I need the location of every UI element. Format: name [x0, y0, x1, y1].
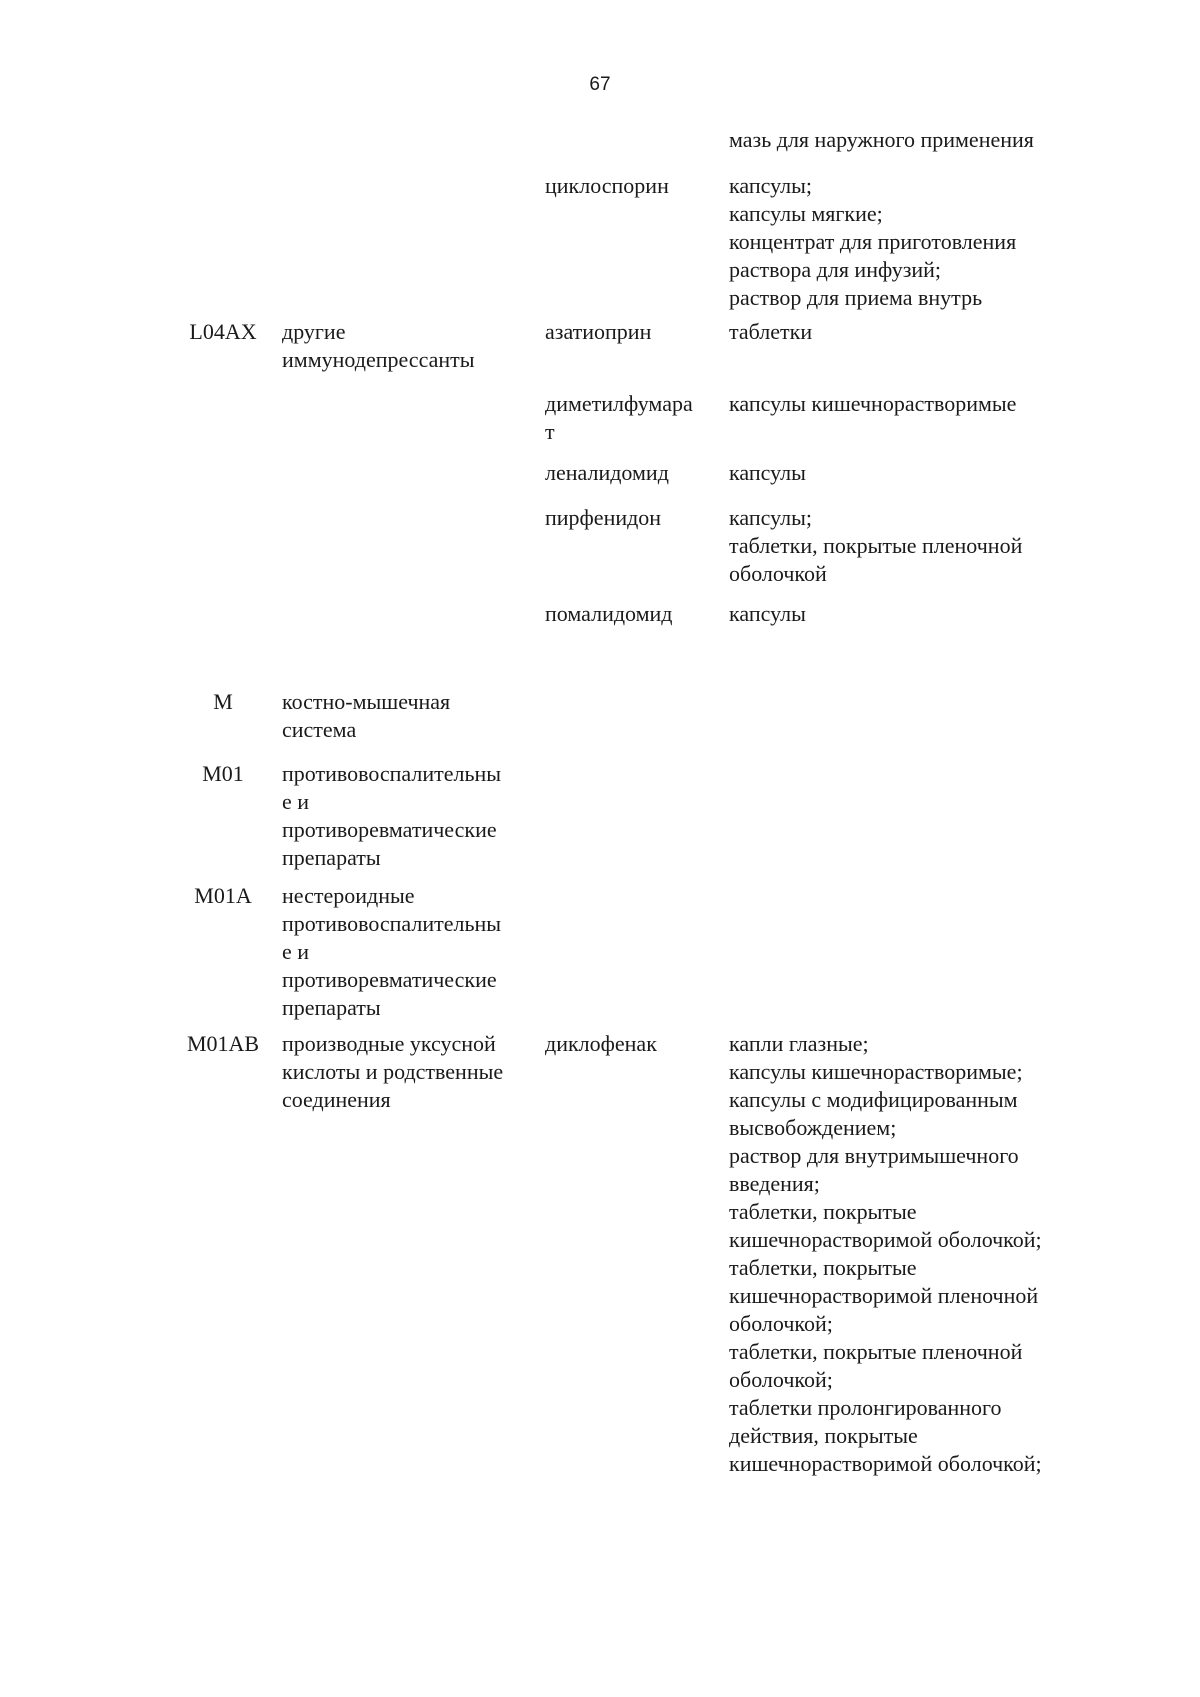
group-name-line: противовоспалительны [282, 761, 502, 786]
drug-name [545, 390, 725, 446]
group-name-line: противоревматические [282, 817, 497, 842]
atc-code: L04AX [189, 319, 257, 344]
group-name-line: противовоспалительны [282, 911, 502, 936]
dosage-forms-line: оболочкой; [729, 1311, 833, 1336]
dosage-forms-line: оболочкой; [729, 1367, 833, 1392]
group-name-line: противоревматические [282, 967, 497, 992]
group-name-line: соединения [282, 1087, 391, 1112]
drug-name-line: циклоспорин [545, 173, 669, 198]
dosage-forms [729, 459, 1089, 487]
dosage-forms-line: капсулы; [729, 505, 812, 530]
drug-name [545, 172, 725, 200]
group-name-line: иммунодепрессанты [282, 347, 475, 372]
group-name-line: нестероидные [282, 883, 415, 908]
group-name-line: е и [282, 789, 310, 814]
group-name [282, 1030, 542, 1114]
dosage-forms-line: капсулы с модифицированным [729, 1087, 1018, 1112]
dosage-forms-line: капсулы; [729, 173, 812, 198]
dosage-forms-line: капсулы кишечнорастворимые [729, 391, 1017, 416]
drug-name [545, 459, 725, 487]
dosage-forms-line: капсулы [729, 601, 806, 626]
drug-name [545, 504, 725, 532]
dosage-forms-line: капли глазные; [729, 1031, 869, 1056]
atc-code: M01A [194, 883, 252, 908]
dosage-forms-line: таблетки, покрытые [729, 1199, 917, 1224]
drug-name-line: азатиоприн [545, 319, 652, 344]
dosage-forms [729, 504, 1089, 588]
dosage-forms [729, 1030, 1089, 1478]
group-name [282, 688, 542, 744]
drug-name-line: диметилфумара [545, 391, 693, 416]
drug-name [545, 600, 725, 628]
dosage-forms-line: капсулы мягкие; [729, 201, 883, 226]
dosage-forms-line: капсулы [729, 460, 806, 485]
dosage-forms-line: кишечнорастворимой оболочкой; [729, 1451, 1042, 1476]
dosage-forms [729, 390, 1089, 418]
dosage-forms-line: введения; [729, 1171, 820, 1196]
drug-name [545, 1030, 725, 1058]
dosage-forms-line: таблетки [729, 319, 813, 344]
dosage-forms [729, 600, 1089, 628]
dosage-forms-line: оболочкой [729, 561, 827, 586]
atc-code: M [213, 689, 233, 714]
dosage-forms-line: кишечнорастворимой оболочкой; [729, 1227, 1042, 1252]
group-name-line: костно-мышечная [282, 689, 451, 714]
group-name-line: препараты [282, 995, 381, 1020]
group-name-line: е и [282, 939, 310, 964]
dosage-forms [729, 318, 1089, 346]
group-name-line: производные уксусной [282, 1031, 496, 1056]
dosage-forms-line: таблетки, покрытые пленочной [729, 1339, 1023, 1364]
atc-code: M01AB [186, 1031, 260, 1056]
dosage-forms [729, 172, 1089, 312]
drug-name-line: диклофенак [545, 1031, 657, 1056]
dosage-forms-line: высвобождением; [729, 1115, 897, 1140]
dosage-forms-line: концентрат для приготовления [729, 229, 1017, 254]
atc-code: M01 [202, 761, 244, 786]
dosage-forms-line: капсулы кишечнорастворимые; [729, 1059, 1023, 1084]
dosage-forms-line: действия, покрытые [729, 1423, 918, 1448]
group-name-line: препараты [282, 845, 381, 870]
drug-name-line: леналидомид [545, 460, 669, 485]
dosage-forms-line: таблетки, покрытые [729, 1255, 917, 1280]
group-name-line: кислоты и родственные [282, 1059, 504, 1084]
dosage-forms [729, 126, 1089, 154]
group-name [282, 882, 542, 1022]
drug-name-line: т [545, 419, 555, 444]
dosage-forms-line: мазь для наружного применения [729, 127, 1034, 152]
dosage-forms-line: раствор для приема внутрь [729, 285, 983, 310]
drug-name [545, 318, 725, 346]
group-name-line: система [282, 717, 357, 742]
dosage-forms-line: таблетки, покрытые пленочной [729, 533, 1023, 558]
group-name-line: другие [282, 319, 346, 344]
dosage-forms-line: таблетки пролонгированного [729, 1395, 1002, 1420]
dosage-forms-line: раствора для инфузий; [729, 257, 942, 282]
dosage-forms-line: раствор для внутримышечного [729, 1143, 1019, 1168]
dosage-forms-line: кишечнорастворимой пленочной [729, 1283, 1039, 1308]
page-number: 67 [589, 74, 611, 95]
drug-name-line: пирфенидон [545, 505, 662, 530]
drug-name-line: помалидомид [545, 601, 673, 626]
group-name [282, 318, 542, 374]
group-name [282, 760, 542, 872]
